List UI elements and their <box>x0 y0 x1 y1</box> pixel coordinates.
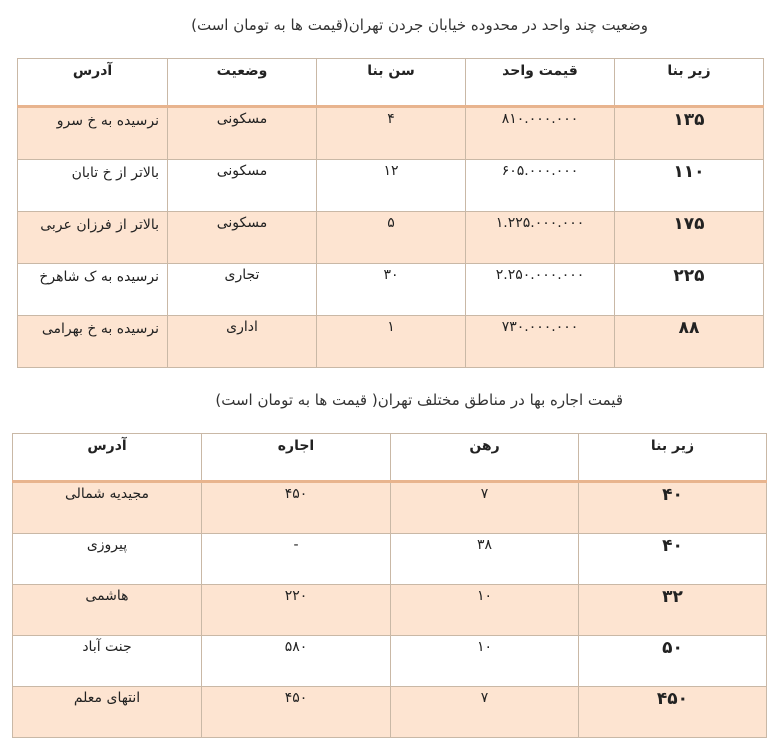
cell-age: ۵ <box>317 212 466 264</box>
table1-caption: وضعیت چند واحد در محدوده خیابان جردن تهران(قیمت ها به تومان است) <box>191 16 648 34</box>
rent-prices-table <box>12 433 767 738</box>
header-rent: اجاره <box>202 434 391 482</box>
header-deposit: رهن <box>391 434 579 482</box>
cell-rent: - <box>202 534 391 585</box>
cell-area: ۴۰ <box>579 534 767 585</box>
table-row <box>18 264 764 316</box>
cell-status: مسکونی <box>168 160 317 212</box>
cell-address: جنت آباد <box>13 636 202 687</box>
cell-deposit: ۳۸ <box>391 534 579 585</box>
header-address: آدرس <box>13 434 202 482</box>
cell-price: ۱.۲۲۵.۰۰۰.۰۰۰ <box>466 212 615 264</box>
cell-address: بالاتر از خ تابان <box>18 160 168 212</box>
cell-area: ۸۸ <box>615 316 764 368</box>
cell-deposit: ۱۰ <box>391 636 579 687</box>
table2-header-row <box>13 434 767 482</box>
header-address: آدرس <box>18 59 168 107</box>
sale-prices-table <box>17 58 764 368</box>
cell-status: مسکونی <box>168 212 317 264</box>
table-row <box>18 160 764 212</box>
cell-rent: ۴۵۰ <box>202 687 391 738</box>
cell-status: مسکونی <box>168 107 317 160</box>
cell-area: ۱۷۵ <box>615 212 764 264</box>
cell-status: تجاری <box>168 264 317 316</box>
table2-caption: قیمت اجاره بها در مناطق مختلف تهران( قیمت ها به تومان است) <box>215 391 623 409</box>
cell-rent: ۴۵۰ <box>202 482 391 534</box>
cell-address: بالاتر از فرزان عربی <box>18 212 168 264</box>
cell-address: پیروزی <box>13 534 202 585</box>
cell-rent: ۲۲۰ <box>202 585 391 636</box>
header-area: زیر بنا <box>579 434 767 482</box>
cell-address: نرسیده به خ بهرامی <box>18 316 168 368</box>
cell-address: هاشمی <box>13 585 202 636</box>
cell-status: اداری <box>168 316 317 368</box>
cell-address: نرسیده به خ سرو <box>18 107 168 160</box>
cell-age: ۱۲ <box>317 160 466 212</box>
cell-area: ۳۲ <box>579 585 767 636</box>
cell-area: ۵۰ <box>579 636 767 687</box>
cell-deposit: ۷ <box>391 687 579 738</box>
cell-price: ۲.۲۵۰.۰۰۰.۰۰۰ <box>466 264 615 316</box>
header-area: زیر بنا <box>615 59 764 107</box>
table-row <box>13 636 767 687</box>
cell-rent: ۵۸۰ <box>202 636 391 687</box>
cell-price: ۶۰۵.۰۰۰.۰۰۰ <box>466 160 615 212</box>
cell-area: ۲۲۵ <box>615 264 764 316</box>
cell-address: مجیدیه شمالی <box>13 482 202 534</box>
header-status: وضعیت <box>168 59 317 107</box>
table-row <box>18 212 764 264</box>
header-price: قیمت واحد <box>466 59 615 107</box>
cell-address: انتهای معلم <box>13 687 202 738</box>
cell-address: نرسیده به ک شاهرخ <box>18 264 168 316</box>
cell-price: ۸۱۰.۰۰۰.۰۰۰ <box>466 107 615 160</box>
table1-header-row <box>18 59 764 107</box>
table-row <box>13 585 767 636</box>
cell-area: ۱۳۵ <box>615 107 764 160</box>
cell-area: ۴۰ <box>579 482 767 534</box>
cell-area: ۱۱۰ <box>615 160 764 212</box>
cell-area: ۴۵۰ <box>579 687 767 738</box>
cell-age: ۳۰ <box>317 264 466 316</box>
cell-deposit: ۷ <box>391 482 579 534</box>
table-row <box>18 316 764 368</box>
table-row <box>18 107 764 160</box>
table-row <box>13 534 767 585</box>
cell-deposit: ۱۰ <box>391 585 579 636</box>
cell-age: ۱ <box>317 316 466 368</box>
header-age: سن بنا <box>317 59 466 107</box>
table-row <box>13 687 767 738</box>
table-row <box>13 482 767 534</box>
cell-age: ۴ <box>317 107 466 160</box>
cell-price: ۷۳۰.۰۰۰.۰۰۰ <box>466 316 615 368</box>
